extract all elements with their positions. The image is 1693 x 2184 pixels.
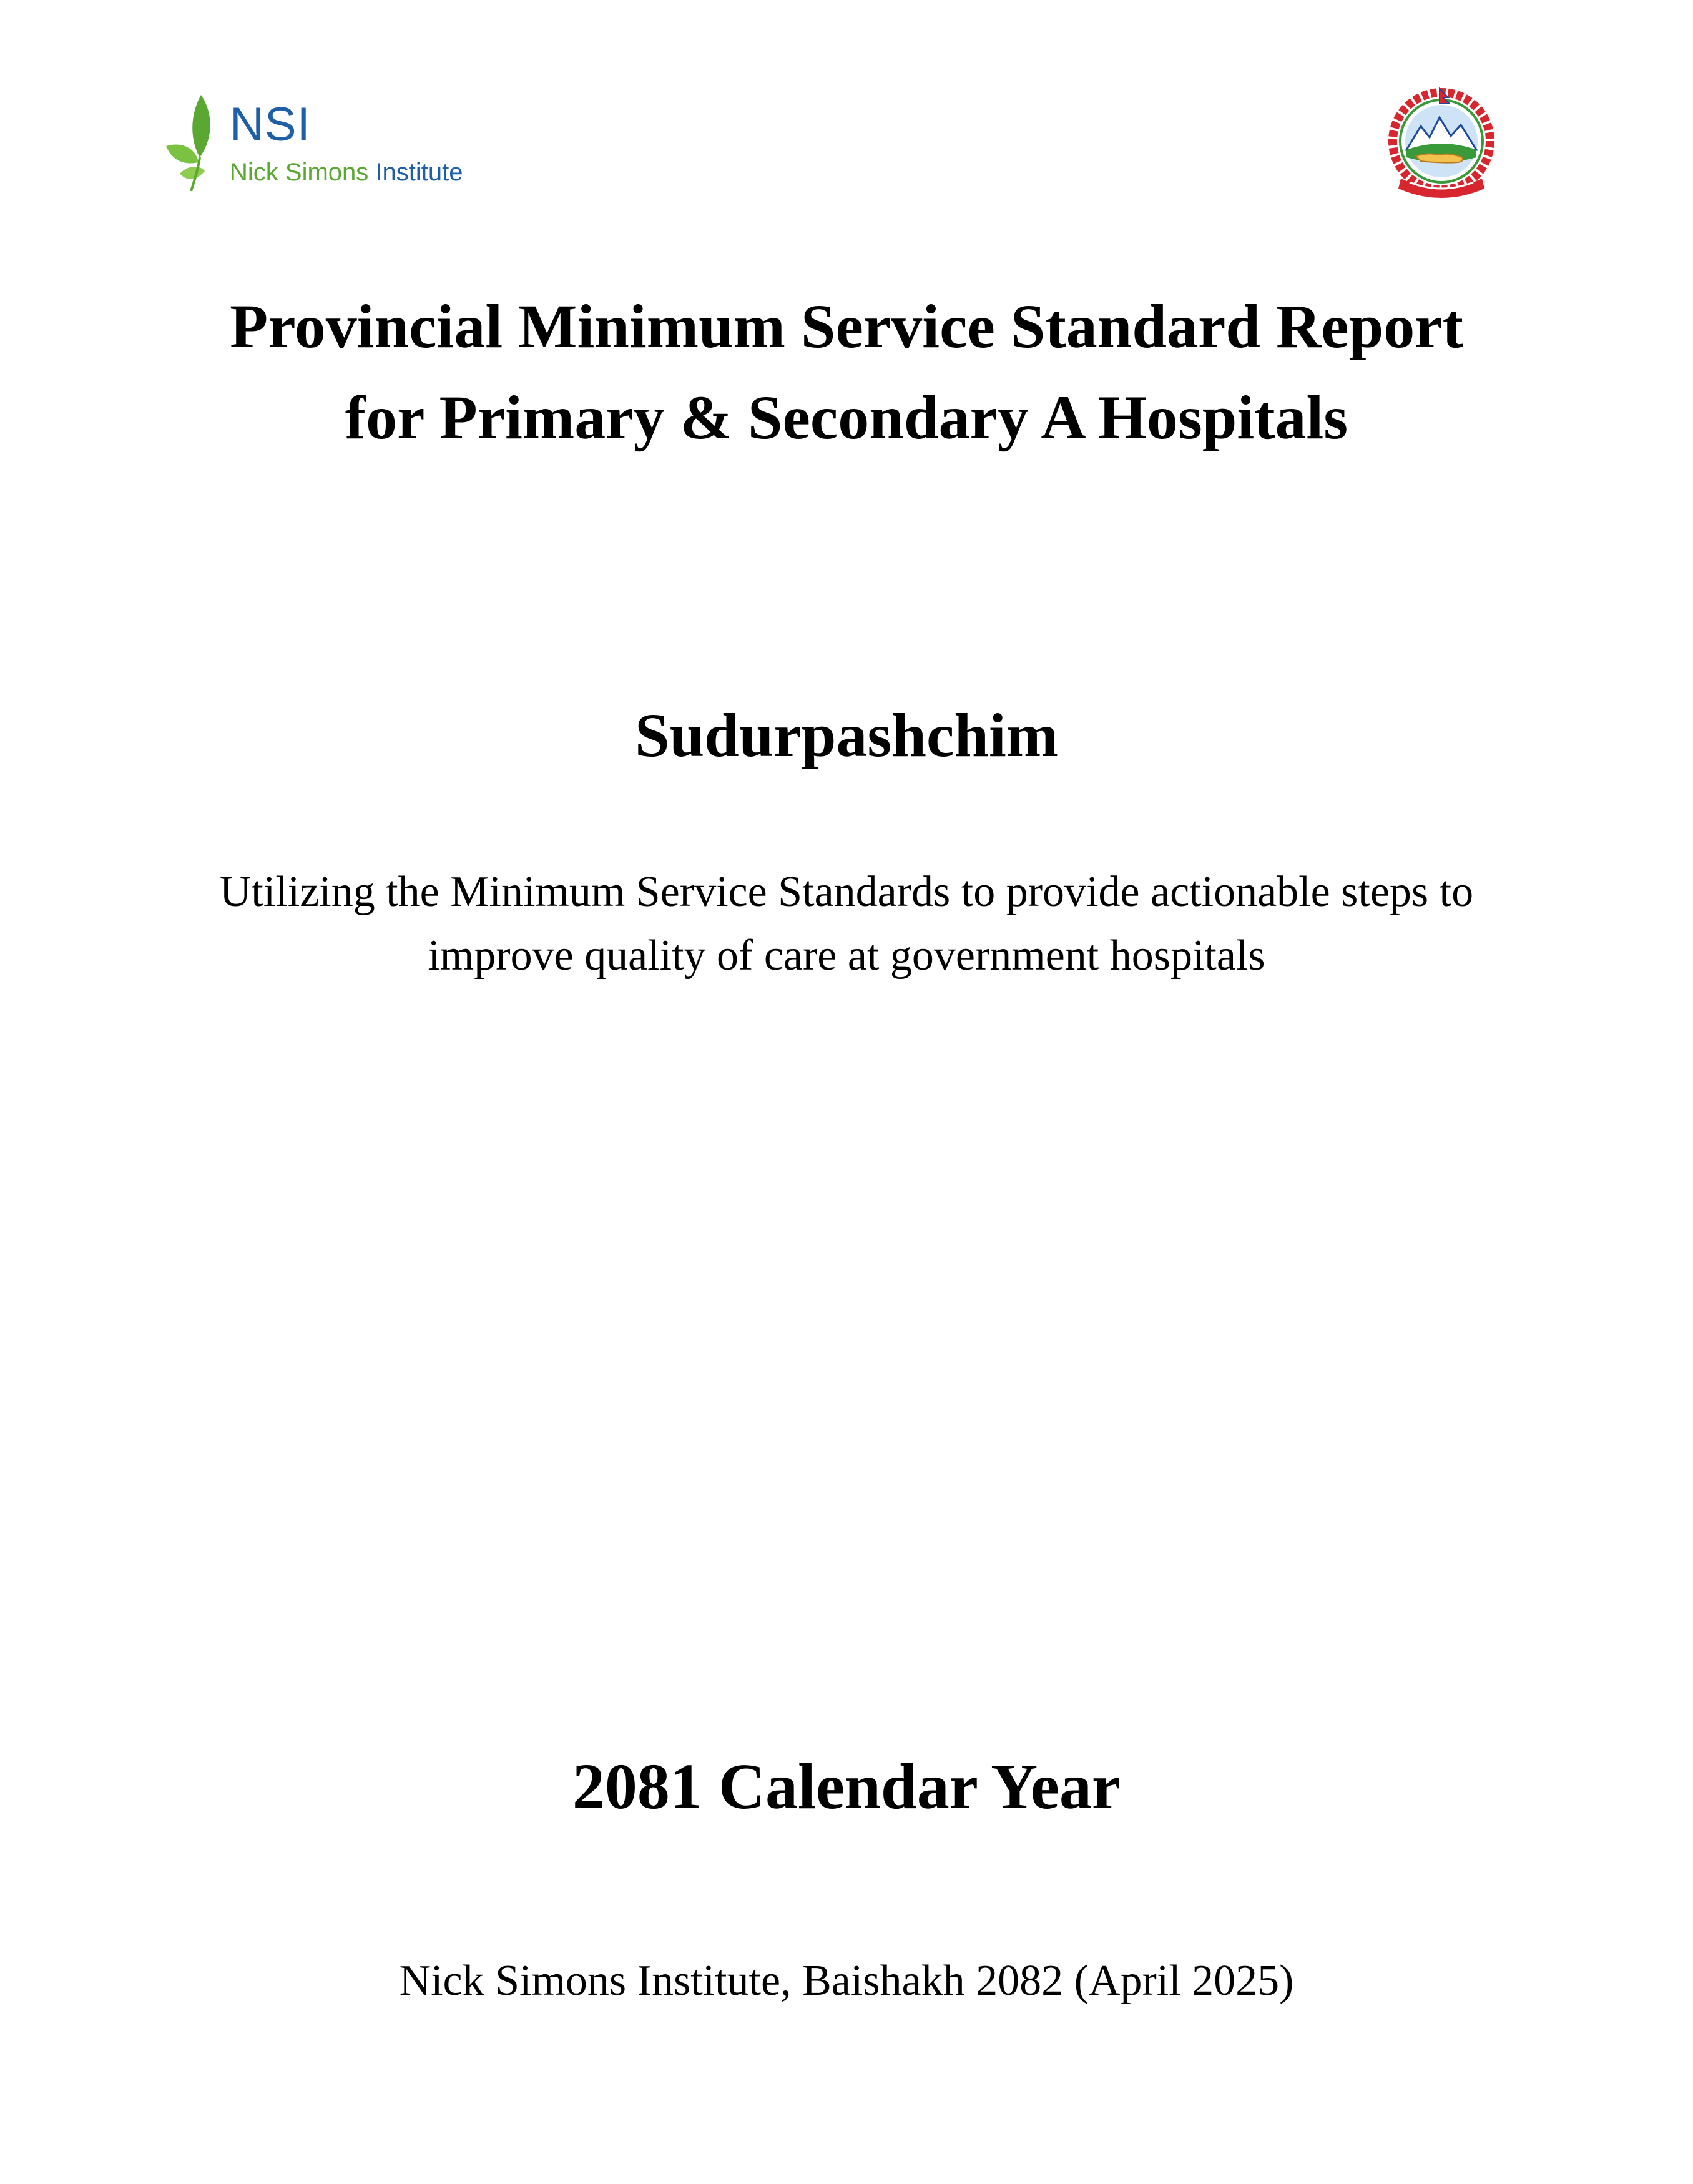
leaf-logo-icon [164,92,223,192]
province-name: Sudurpashchim [634,701,1059,770]
report-year: 2081 Calendar Year [572,1751,1121,1822]
report-tagline-line-2: improve quality of care at government hospitals [428,932,1265,980]
report-title [125,281,1568,463]
nsi-logo [164,92,463,192]
report-tagline [125,860,1568,988]
nsi-subtitle [230,159,463,186]
nsi-wordmark: NSI [230,98,311,151]
nsi-subtitle-name: Nick Simons [230,159,369,186]
report-tagline-line-1: Utilizing the Minimum Service Standards to provide actionable steps to [219,868,1474,916]
nepal-government-emblem-icon [1377,87,1506,201]
nsi-subtitle-institute: Institute [375,159,463,186]
report-title-line-2: for Primary & Secondary A Hospitals [345,383,1348,452]
report-title-line-1: Provincial Minimum Service Standard Report [230,292,1463,361]
publisher-line: Nick Simons Institute, Baishakh 2082 (April 2025) [399,1957,1294,2005]
